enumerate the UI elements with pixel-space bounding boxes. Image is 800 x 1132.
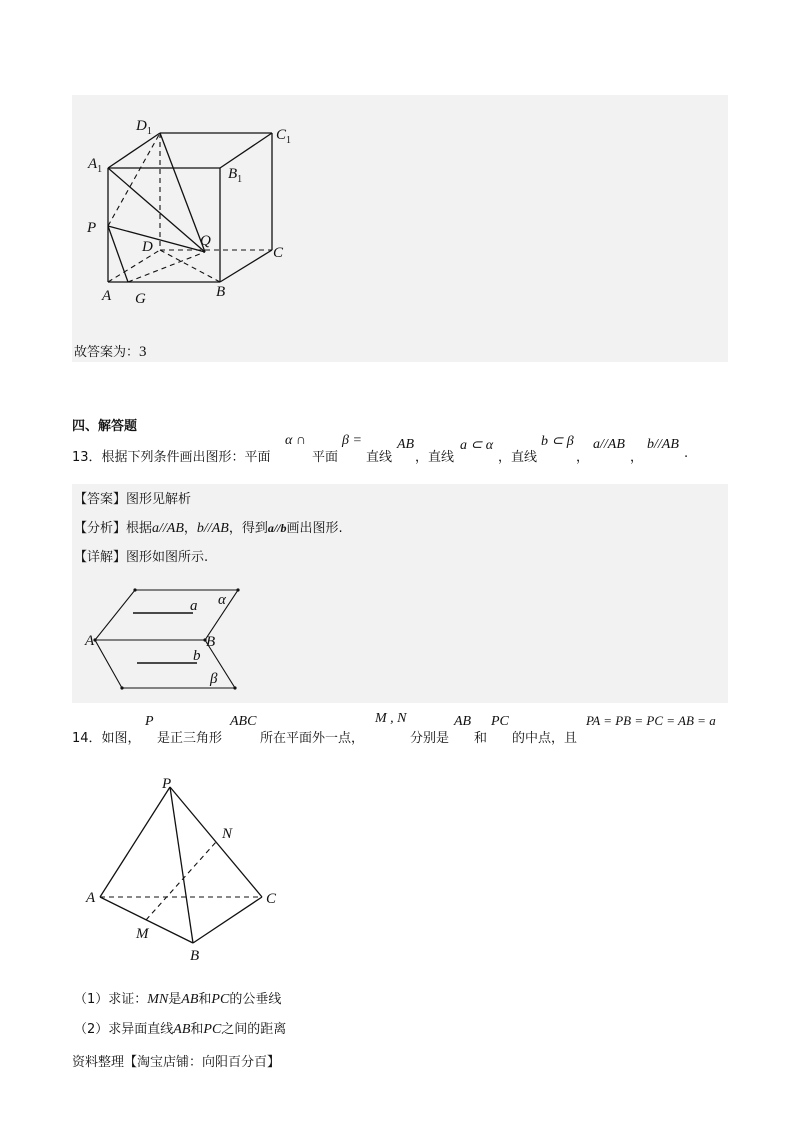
q14-math-P: P bbox=[145, 714, 154, 729]
label-D1: $D_1$ bbox=[136, 118, 152, 137]
footer-note: 资料整理【淘宝店铺：向阳百分百】 bbox=[72, 1055, 281, 1070]
plane-label-beta: β bbox=[210, 671, 218, 687]
q13-math-a-par-ab: a//AB bbox=[593, 437, 625, 452]
label-A1: $A_1$ bbox=[88, 156, 103, 175]
q13-math-b-sub-beta: b ⊂ β bbox=[541, 434, 574, 449]
q14-number: 14．如图， bbox=[72, 731, 141, 746]
q14-text-2: 所在平面外一点， bbox=[260, 731, 365, 746]
label-C: C bbox=[273, 245, 284, 261]
q14-text-5: 的中点，且 bbox=[512, 731, 578, 746]
plane-label-a: a bbox=[190, 598, 198, 614]
q13-detail: 【详解】图形如图所示. bbox=[74, 550, 209, 565]
tet-label-B: B bbox=[190, 948, 200, 964]
plane-label-A: A bbox=[85, 633, 95, 649]
q13-math-beta-eq: β = bbox=[342, 433, 362, 448]
q14-math-equalities: PA = PB = PC = AB = a bbox=[586, 713, 716, 728]
q13-analysis: 【分析】根据a//AB，b//AB，得到a//b画出图形. bbox=[74, 521, 343, 536]
q14-math-AB: AB bbox=[454, 714, 472, 729]
label-B: B bbox=[216, 284, 226, 300]
q13-comma-2: ， bbox=[630, 450, 644, 465]
label-A: A bbox=[102, 288, 112, 304]
section-title: 四、解答题 bbox=[72, 419, 138, 434]
tet-label-C: C bbox=[266, 891, 277, 907]
answer-prefix: 故答案为： bbox=[74, 345, 140, 360]
q13-answer: 【答案】图形见解析 bbox=[74, 492, 192, 507]
q14-text-1: 是正三角形 bbox=[157, 731, 223, 746]
q13-text-2: 平面 bbox=[312, 450, 339, 465]
q14-math-ABC: ABC bbox=[230, 714, 257, 729]
q13-text-3: 直线 bbox=[366, 450, 393, 465]
q13-math-ab: AB bbox=[397, 437, 415, 452]
label-D: D bbox=[142, 239, 153, 255]
label-C1: $C_1$ bbox=[276, 127, 292, 146]
answer-value: 3 bbox=[139, 344, 147, 360]
label-P: P bbox=[87, 220, 97, 236]
label-B1: $B_1$ bbox=[228, 166, 243, 185]
q13-comma-1: ， bbox=[576, 450, 590, 465]
q14-math-PC: PC bbox=[491, 714, 509, 729]
q14-part-2: （2）求异面直线AB和PC之间的距离 bbox=[74, 1022, 287, 1037]
q14-part-1: （1）求证：MN是AB和PC的公垂线 bbox=[74, 992, 282, 1007]
plane-label-B: B bbox=[206, 634, 216, 650]
q13-math-b-par-ab: b//AB bbox=[647, 437, 679, 452]
q13-math-alpha-cap: α ∩ bbox=[285, 433, 306, 448]
q13-end: . bbox=[684, 446, 689, 461]
tet-label-P: P bbox=[162, 776, 172, 792]
q14-text-3: 分别是 bbox=[410, 731, 450, 746]
tet-label-N: N bbox=[222, 826, 233, 842]
q14-math-MN: M , N bbox=[375, 711, 407, 726]
plane-label-b: b bbox=[193, 648, 201, 664]
label-Q: Q bbox=[200, 233, 211, 249]
tet-label-M: M bbox=[136, 926, 149, 942]
q13-text-5: ，直线 bbox=[498, 450, 538, 465]
q14-text-4: 和 bbox=[474, 731, 488, 746]
q13-text-4: ，直线 bbox=[415, 450, 455, 465]
tet-label-A: A bbox=[86, 890, 96, 906]
plane-label-alpha: α bbox=[218, 592, 226, 608]
label-G: G bbox=[135, 291, 146, 307]
q13-text-1: 13．根据下列条件画出图形：平面 bbox=[72, 450, 271, 465]
q13-math-a-sub-alpha: a ⊂ α bbox=[460, 438, 494, 453]
